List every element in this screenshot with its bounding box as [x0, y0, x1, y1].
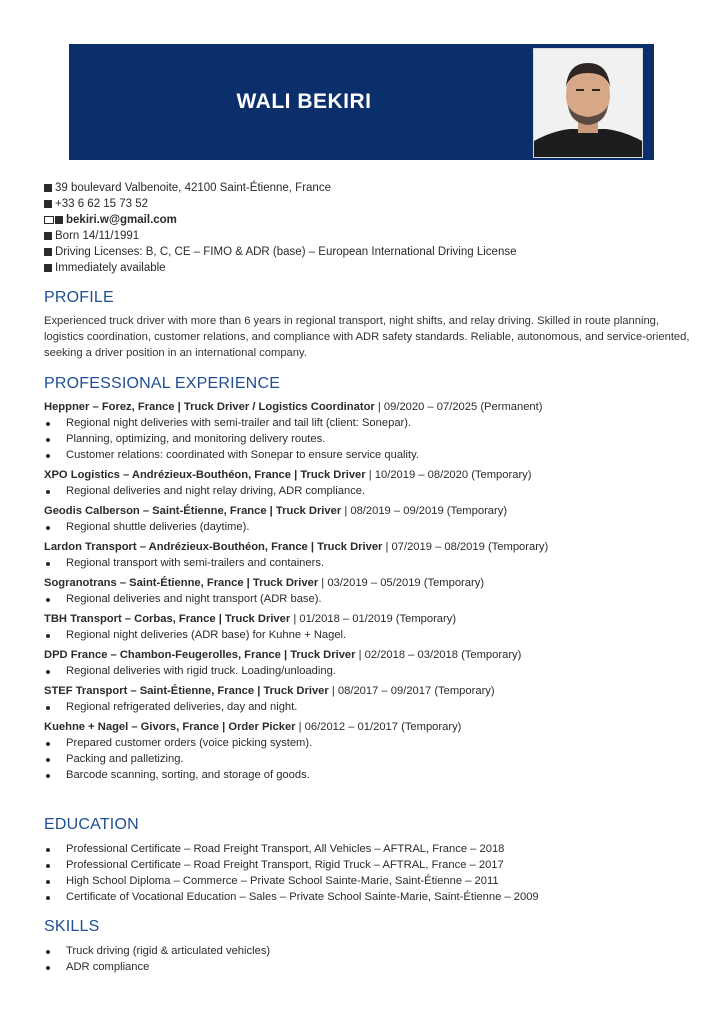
contact-block — [44, 180, 684, 276]
job-bullet: Regional deliveries and night transport (ADR base). — [44, 591, 694, 607]
job-bullet: Barcode scanning, sorting, and storage of goods. — [44, 767, 694, 783]
job-bullet: Packing and palletizing. — [44, 751, 694, 767]
contact-born: Born 14/11/1991 — [55, 230, 140, 242]
job-title: STEF Transport – Saint-Étienne, France | Truck Driver — [44, 685, 329, 697]
job-title: Heppner – Forez, France | Truck Driver / Logistics Coordinator — [44, 401, 375, 413]
job-dates: | 06/2012 – 01/2017 (Temporary) — [295, 721, 462, 733]
skill-item: Truck driving (rigid & articulated vehicles) — [44, 943, 694, 959]
job-title-line — [44, 539, 694, 555]
job-dates: | 08/2017 – 09/2017 (Temporary) — [328, 685, 495, 697]
contact-availability-row — [44, 260, 684, 276]
experience-section — [44, 375, 694, 783]
job-bullet: Regional transport with semi-trailers and containers. — [44, 555, 694, 571]
job-title: Geodis Calberson – Saint-Étienne, France | Truck Driver — [44, 505, 342, 517]
job-bullet: Regional deliveries and night relay driving, ADR compliance. — [44, 483, 694, 499]
job-entry — [44, 719, 694, 783]
job-title-line — [44, 683, 694, 699]
section-heading-experience: PROFESSIONAL EXPERIENCE — [44, 375, 281, 392]
header-banner — [69, 44, 654, 160]
job-title-line — [44, 503, 694, 519]
job-title: DPD France – Chambon-Feugerolles, France | Truck Driver — [44, 649, 356, 661]
job-title-line — [44, 399, 694, 415]
job-dates: | 09/2020 – 07/2025 (Permanent) — [374, 401, 543, 413]
job-dates: | 02/2018 – 03/2018 (Temporary) — [355, 649, 522, 661]
job-dates: | 10/2019 – 08/2020 (Temporary) — [365, 469, 532, 481]
bullet-square-icon — [44, 248, 52, 256]
profile-photo — [533, 48, 643, 158]
job-title: Lardon Transport – Andrézieux-Bouthéon, France | Truck Driver — [44, 541, 383, 553]
contact-born-row — [44, 228, 684, 244]
job-title-line — [44, 647, 694, 663]
job-entry — [44, 399, 694, 463]
job-bullet: Regional refrigerated deliveries, day and night. — [44, 699, 694, 715]
job-title: TBH Transport – Corbas, France | Truck Driver — [44, 613, 291, 625]
job-entry — [44, 647, 694, 679]
job-bullet: Regional deliveries with rigid truck. Loading/unloading. — [44, 663, 694, 679]
job-entry — [44, 539, 694, 571]
mail-icon — [44, 216, 54, 224]
job-bullet: Prepared customer orders (voice picking system). — [44, 735, 694, 751]
bullet-square-icon — [44, 264, 52, 272]
contact-licenses: Driving Licenses: B, C, CE – FIMO & ADR (base) – European International Driving License — [55, 246, 517, 258]
skills-section — [44, 918, 694, 975]
job-entry — [44, 575, 694, 607]
contact-address-row — [44, 180, 684, 196]
education-item: Professional Certificate – Road Freight Transport, All Vehicles – AFTRAL, France – 2018 — [44, 841, 694, 857]
job-dates: | 07/2019 – 08/2019 (Temporary) — [382, 541, 549, 553]
job-entry — [44, 503, 694, 535]
job-title-line — [44, 575, 694, 591]
contact-address: 39 boulevard Valbenoite, 42100 Saint-Étienne, France — [55, 182, 331, 194]
contact-email-row — [44, 212, 684, 228]
job-entry — [44, 683, 694, 715]
contact-availability: Immediately available — [55, 262, 166, 274]
section-heading-skills: SKILLS — [44, 918, 100, 935]
education-item: High School Diploma – Commerce – Private School Sainte-Marie, Saint-Étienne – 2011 — [44, 873, 694, 889]
job-title-line — [44, 719, 694, 735]
job-bullet: Regional night deliveries (ADR base) for Kuhne + Nagel. — [44, 627, 694, 643]
job-entry — [44, 611, 694, 643]
job-dates: | 08/2019 – 09/2019 (Temporary) — [341, 505, 508, 517]
job-bullet: Regional shuttle deliveries (daytime). — [44, 519, 694, 535]
contact-email[interactable]: bekiri.w@gmail.com — [66, 214, 177, 226]
job-bullet: Regional night deliveries with semi-trailer and tail lift (client: Sonepar). — [44, 415, 694, 431]
bullet-square-icon — [44, 232, 52, 240]
job-title: Kuehne + Nagel – Givors, France | Order Picker — [44, 721, 296, 733]
bullet-square-icon — [55, 216, 63, 224]
job-title-line — [44, 611, 694, 627]
education-item: Certificate of Vocational Education – Sales – Private School Sainte-Marie, Saint-Étienne – 2009 — [44, 889, 694, 905]
skill-item: ADR compliance — [44, 959, 694, 975]
job-list — [44, 399, 694, 783]
job-bullet: Planning, optimizing, and monitoring delivery routes. — [44, 431, 694, 447]
education-section — [44, 816, 694, 905]
job-title: Sogranotrans – Saint-Étienne, France | Truck Driver — [44, 577, 319, 589]
profile-section — [44, 289, 694, 361]
job-bullet: Customer relations: coordinated with Sonepar to ensure service quality. — [44, 447, 694, 463]
profile-text: Experienced truck driver with more than 6 years in regional transport, night shifts, and relay driving. Skilled in route planning, logistics coordination, customer relations, and compliance with ADR safety standards. Reliable, autonomous, and service-oriented, seeking a driver position in an international company. — [44, 315, 690, 359]
job-dates: | 01/2018 – 01/2019 (Temporary) — [290, 613, 457, 625]
candidate-name: WALI BEKIRI — [236, 90, 372, 113]
contact-phone-row — [44, 196, 684, 212]
contact-phone: +33 6 62 15 73 52 — [55, 198, 149, 210]
job-dates: | 03/2019 – 05/2019 (Temporary) — [318, 577, 485, 589]
job-title-line — [44, 467, 694, 483]
section-heading-education: EDUCATION — [44, 816, 139, 833]
job-title: XPO Logistics – Andrézieux-Bouthéon, France | Truck Driver — [44, 469, 366, 481]
bullet-square-icon — [44, 200, 52, 208]
section-heading-profile: PROFILE — [44, 289, 114, 306]
education-item: Professional Certificate – Road Freight Transport, Rigid Truck – AFTRAL, France – 2017 — [44, 857, 694, 873]
job-entry — [44, 467, 694, 499]
contact-licenses-row — [44, 244, 684, 260]
bullet-square-icon — [44, 184, 52, 192]
